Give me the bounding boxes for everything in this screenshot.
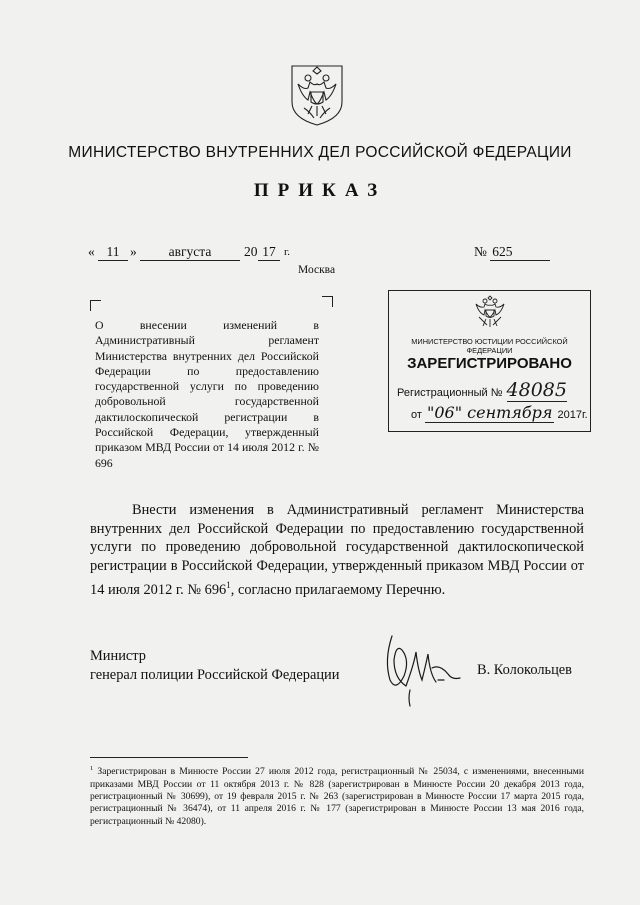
body-footnote-mark: 1 <box>226 579 231 590</box>
order-city: Москва <box>298 264 336 276</box>
stamp-date <box>411 403 588 422</box>
footnote-divider <box>90 757 248 758</box>
registration-stamp <box>388 290 591 432</box>
date-day: 11 <box>98 244 128 261</box>
stamp-reg-label: Регистрационный № <box>397 387 503 399</box>
date-month: августа <box>140 244 240 261</box>
stamp-date-prefix: от <box>411 409 422 421</box>
body-text-end: , согласно прилагаемому Перечню. <box>230 581 446 598</box>
signatory-name: В. Колокольцев <box>477 662 572 678</box>
stamp-reg-number-value: 48085 <box>506 379 567 401</box>
subject-corner-left <box>90 300 101 311</box>
footnote-mark: 1 <box>90 765 94 772</box>
subject-corner-right <box>322 296 333 307</box>
stamp-date-handwritten: "06" сентября <box>426 403 553 422</box>
signatory-title-line1: Министр <box>90 648 146 664</box>
date-open-quote: « <box>88 244 95 259</box>
order-subject: О внесении изменений в Административный регламент Министерства внутренних дел Российской Федерации по предоставлению государственной услуги по проведению добровольной государственной дактилоскопической регистрации в Российской Федерации, утвержденный приказом МВД России от 14 июля 2012 г. № 696 <box>95 318 319 470</box>
state-emblem-icon <box>284 62 350 128</box>
order-number <box>474 244 550 261</box>
order-body <box>90 501 584 599</box>
stamp-registered: ЗАРЕГИСТРИРОВАНО <box>407 355 572 372</box>
stamp-reg-number <box>397 379 567 401</box>
date-year-suffix: 17 <box>258 244 280 261</box>
stamp-ministry: МИНИСТЕРСТВО ЮСТИЦИИ РОССИЙСКОЙ ФЕДЕРАЦИИ <box>411 337 568 355</box>
signature-icon <box>370 630 470 710</box>
stamp-date-year: 2017г. <box>557 409 588 421</box>
footnote-text: Зарегистрирован в Минюсте России 27 июля 2012 года, регистрационный № 25034, с изменениями, внесенными приказами МВД России от 11 октября 2013 г. № 828 (зарегистрирован в Минюсте России 20 декабря 2013 года, регистрационный № 30699), от 19 февраля 2015 г. № 263 (зарегистрирован в Минюсте России 17 марта 2015 года, регистрационный № 36474), от 11 апреля 2016 г. № 177 (зарегистрирован в Минюсте России 13 мая 2016 года, регистрационный № 42080). <box>90 766 584 827</box>
stamp-emblem-icon <box>473 295 507 329</box>
date-close-quote: » <box>130 244 137 259</box>
order-title: ПРИКАЗ <box>253 180 387 201</box>
ministry-name: МИНИСТЕРСТВО ВНУТРЕННИХ ДЕЛ РОССИЙСКОЙ ФЕДЕРАЦИИ <box>68 144 572 161</box>
order-number-prefix: № <box>474 244 487 259</box>
body-text-main: Внести изменения в Административный регламент Министерства внутренних дел Российской Федерации по предоставлению государственной услуги по проведению добровольной государственной дактилоскопической регистрации в Российской Федерации, утвержденный приказом МВД России от 14 июля 2012 г. № 696 <box>90 502 584 598</box>
signatory-title-line2: генерал полиции Российской Федерации <box>90 666 340 683</box>
order-number-value: 625 <box>490 244 550 261</box>
date-year-unit: г. <box>284 246 291 258</box>
date-year-prefix: 20 <box>244 244 258 259</box>
signatory-title <box>90 647 339 684</box>
footnote <box>90 763 584 828</box>
